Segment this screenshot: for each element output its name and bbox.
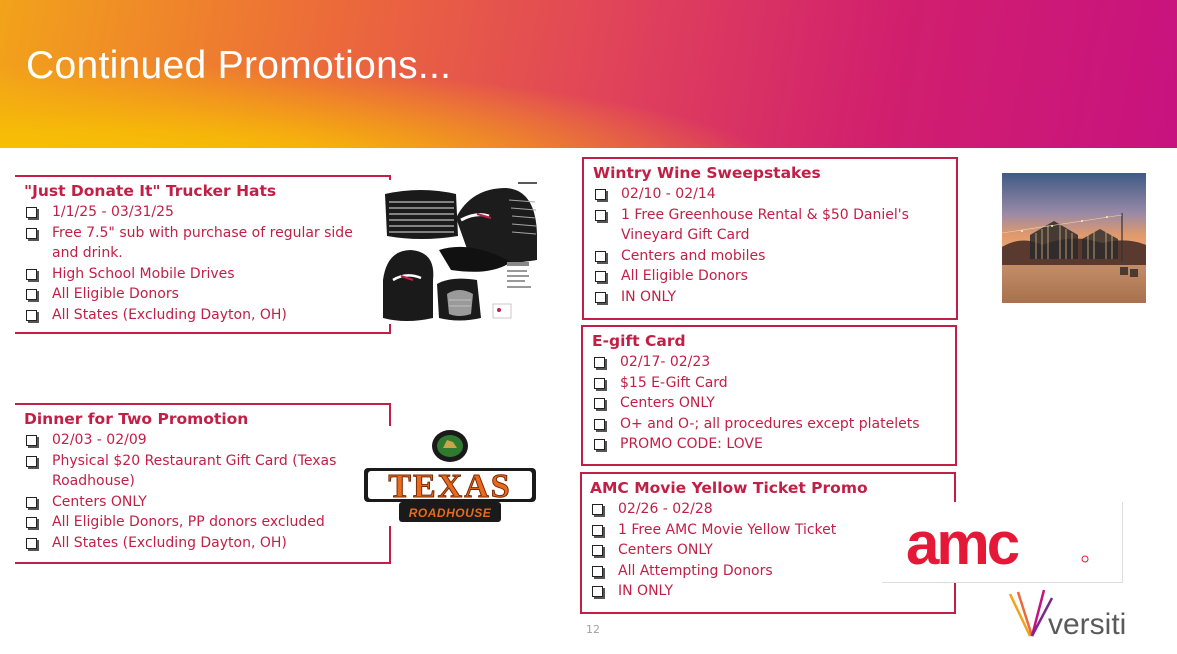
list-item: 02/17- 02/23 (592, 352, 947, 373)
list-item: 1 Free AMC Movie Yellow Ticket (590, 520, 946, 541)
list-item: 1/1/25 - 03/31/25 (24, 202, 381, 223)
promo-box-trucker-hats (15, 175, 391, 334)
promo-list-dinner (24, 430, 381, 553)
list-item: 1 Free Greenhouse Rental & $50 Daniel's Vineyard Gift Card (593, 205, 948, 246)
slide-title: Continued Promotions... (26, 44, 452, 87)
list-item: All Eligible Donors (24, 284, 381, 305)
promo-title-egift: E-gift Card (592, 332, 686, 350)
list-item: Physical $20 Restaurant Gift Card (Texas Roadhouse) (24, 451, 381, 492)
promo-title-amc: AMC Movie Yellow Ticket Promo (590, 479, 868, 497)
checkbox-icon (26, 456, 37, 467)
list-item: Centers ONLY (590, 540, 946, 561)
list-item: O+ and O-; all procedures except platelets (592, 414, 947, 435)
promo-box-wintry-wine (582, 157, 958, 320)
roadhouse-logo-text: ROADHOUSE (408, 506, 492, 520)
page-number: 12 (586, 623, 600, 636)
checkbox-icon (26, 228, 37, 239)
checkbox-icon (594, 419, 605, 430)
promo-title-dinner: Dinner for Two Promotion (24, 410, 249, 428)
list-item: All Attempting Donors (590, 561, 946, 582)
amc-logo (882, 502, 1123, 583)
checkbox-icon (594, 357, 605, 368)
versiti-logo-text: versiti (1048, 608, 1127, 641)
checkbox-icon (595, 251, 606, 262)
list-item: 02/26 - 02/28 (590, 499, 946, 520)
checkbox-icon (592, 504, 603, 515)
promo-list-trucker-hats (24, 202, 381, 325)
texas-roadhouse-logo (361, 426, 539, 526)
list-item: Centers ONLY (24, 492, 381, 513)
checkbox-icon (592, 566, 603, 577)
header-banner (0, 0, 1177, 148)
list-item: 02/10 - 02/14 (593, 184, 948, 205)
checkbox-icon (595, 210, 606, 221)
list-item: $15 E-Gift Card (592, 373, 947, 394)
promo-box-egift-card (581, 325, 957, 466)
checkbox-icon (26, 310, 37, 321)
greenhouse-photo (1002, 173, 1146, 303)
list-item: All Eligible Donors, PP donors excluded (24, 512, 381, 533)
list-item: Centers and mobiles (593, 246, 948, 267)
promo-title-trucker-hats: "Just Donate It" Trucker Hats (24, 182, 277, 200)
checkbox-icon (595, 189, 606, 200)
checkbox-icon (26, 207, 37, 218)
list-item: Centers ONLY (592, 393, 947, 414)
checkbox-icon (26, 269, 37, 280)
checkbox-icon (592, 525, 603, 536)
list-item: All Eligible Donors (593, 266, 948, 287)
checkbox-icon (595, 271, 606, 282)
checkbox-icon (26, 517, 37, 528)
checkbox-icon (594, 398, 605, 409)
checkbox-icon (592, 545, 603, 556)
list-item: IN ONLY (593, 287, 948, 308)
promo-title-wine: Wintry Wine Sweepstakes (593, 164, 821, 182)
trucker-hats-image (381, 180, 539, 324)
checkbox-icon (595, 292, 606, 303)
checkbox-icon (26, 497, 37, 508)
list-item: All States (Excluding Dayton, OH) (24, 533, 381, 554)
list-item: High School Mobile Drives (24, 264, 381, 285)
versiti-logo (1008, 586, 1168, 642)
checkbox-icon (26, 289, 37, 300)
checkbox-icon (594, 378, 605, 389)
texas-logo-text: TEXAS (388, 468, 512, 505)
checkbox-icon (594, 439, 605, 450)
list-item: PROMO CODE: LOVE (592, 434, 947, 455)
checkbox-icon (26, 435, 37, 446)
list-item: IN ONLY (590, 581, 946, 602)
checkbox-icon (26, 538, 37, 549)
promo-box-dinner-for-two (15, 403, 391, 564)
promo-list-wine (593, 184, 948, 307)
checkbox-icon (592, 586, 603, 597)
list-item: 02/03 - 02/09 (24, 430, 381, 451)
list-item: All States (Excluding Dayton, OH) (24, 305, 381, 326)
promo-list-egift (592, 352, 947, 455)
list-item: Free 7.5" sub with purchase of regular side and drink. (24, 223, 381, 264)
amc-logo-text: amc (906, 510, 1018, 577)
